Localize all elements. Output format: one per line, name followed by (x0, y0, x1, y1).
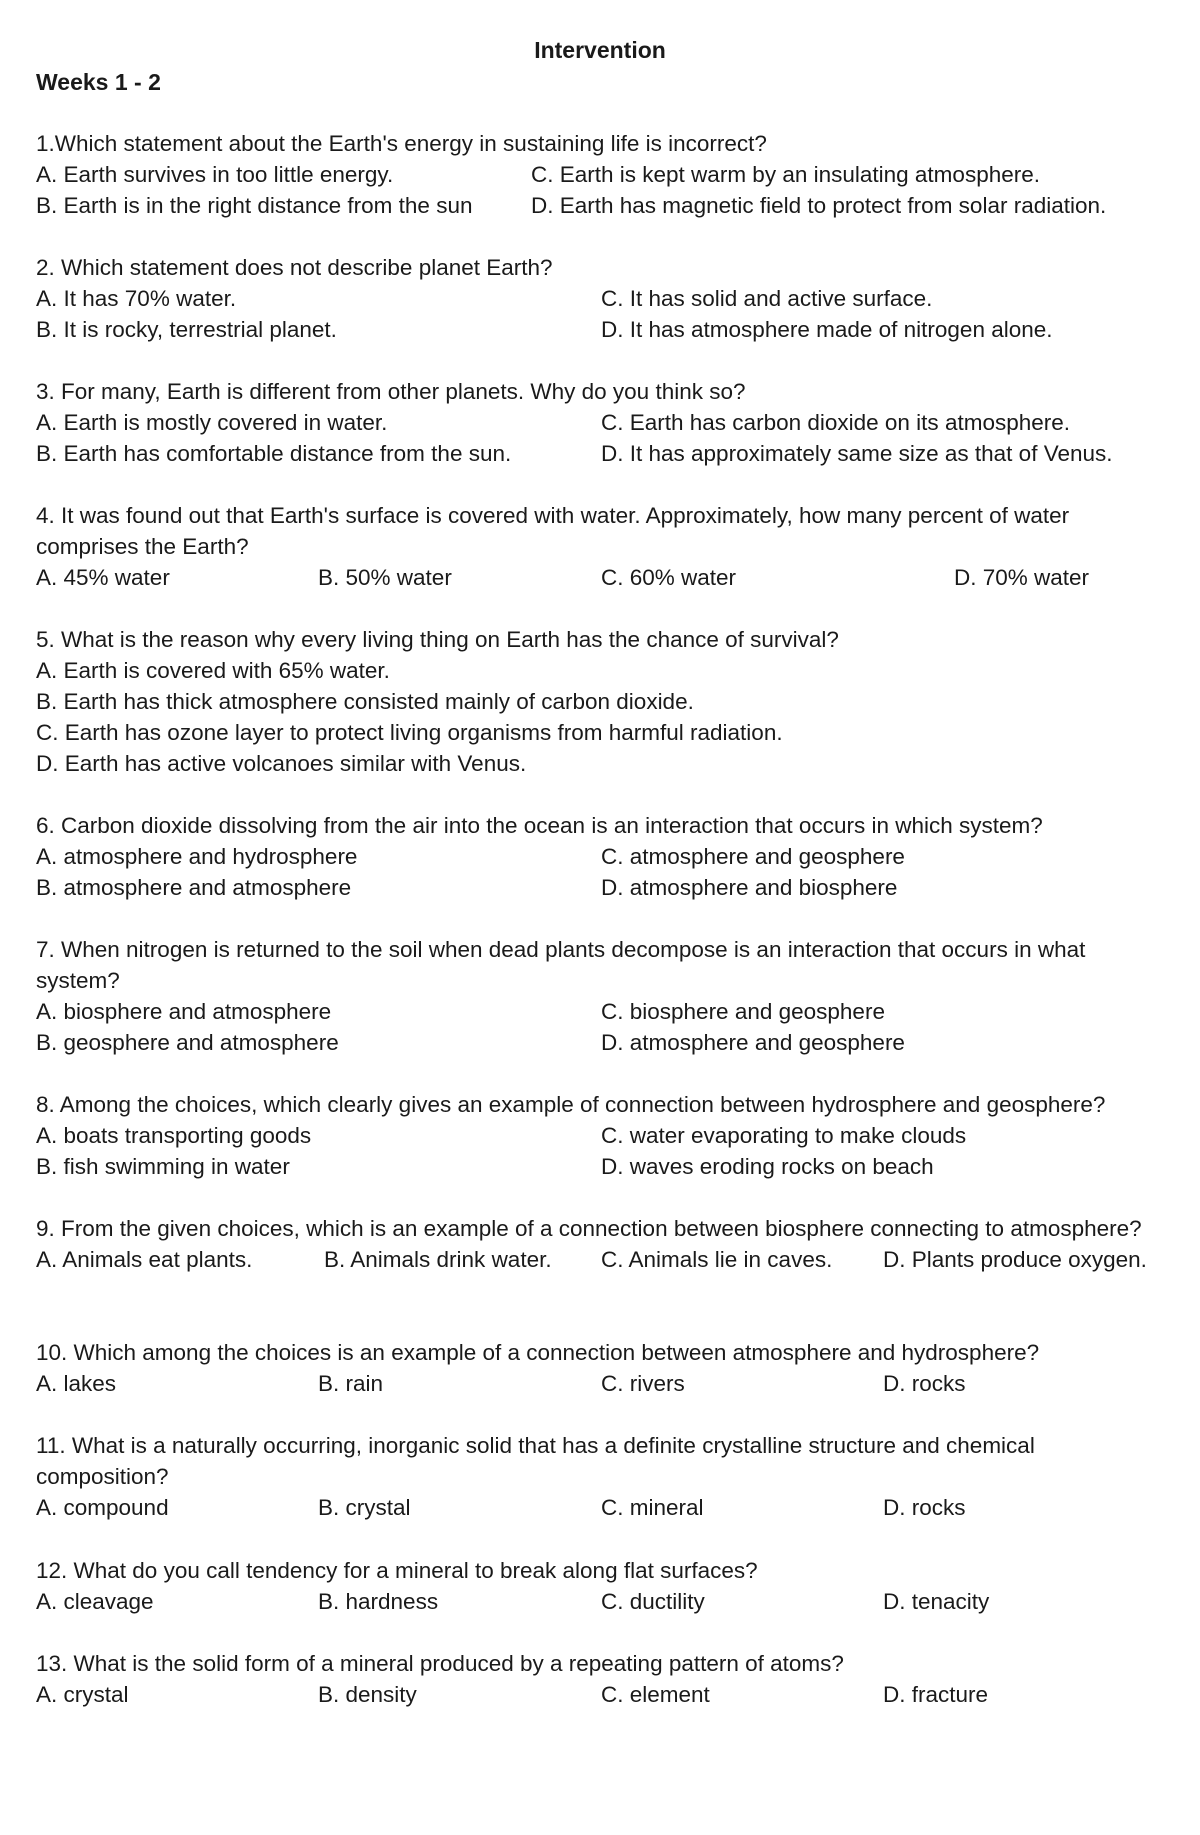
option-c: C. Animals lie in caves. (601, 1247, 833, 1272)
option-c: C. ductility (601, 1589, 705, 1614)
option-d: D. Earth has magnetic field to protect from solar radiation. (531, 193, 1107, 218)
option-row (36, 686, 1176, 717)
option-b: B. rain (318, 1371, 384, 1396)
question-8 (36, 1089, 1176, 1182)
option-a: A. atmosphere and hydrosphere (36, 844, 358, 869)
question-9 (36, 1213, 1176, 1275)
option-b: B. Earth is in the right distance from the sun (36, 193, 473, 218)
option-row (36, 1120, 1176, 1151)
option-c: C. Earth has carbon dioxide on its atmosphere. (601, 410, 1071, 435)
option-a: A. Earth is mostly covered in water. (36, 410, 388, 435)
option-b: B. Earth has comfortable distance from the sun. (36, 441, 512, 466)
option-row (36, 872, 1176, 903)
option-row (36, 841, 1176, 872)
option-b: B. Animals drink water. (324, 1247, 552, 1272)
option-a: A. boats transporting goods (36, 1123, 312, 1148)
question-stem: 10. Which among the choices is an example of a connection between atmosphere and hydrosphere? (36, 1340, 1040, 1365)
question-11 (36, 1430, 1176, 1523)
option-row (36, 717, 1176, 748)
option-b: B. hardness (318, 1589, 439, 1614)
option-row (36, 1027, 1176, 1058)
option-d: D. 70% water (954, 565, 1090, 590)
question-13 (36, 1648, 1176, 1710)
option-row (36, 562, 1176, 593)
option-c: C. Earth is kept warm by an insulating atmosphere. (531, 162, 1040, 187)
option-d: D. rocks (883, 1495, 966, 1520)
option-row (36, 1586, 1176, 1617)
option-c: C. water evaporating to make clouds (601, 1123, 967, 1148)
option-c: C. biosphere and geosphere (601, 999, 885, 1024)
option-a: A. compound (36, 1495, 169, 1520)
option-row (36, 655, 1176, 686)
option-row (36, 438, 1176, 469)
option-d: D. atmosphere and biosphere (601, 875, 898, 900)
option-a: A. 45% water (36, 565, 170, 590)
option-row (36, 314, 1176, 345)
option-b: B. atmosphere and atmosphere (36, 875, 352, 900)
option-row (36, 1244, 1176, 1275)
question-1 (36, 128, 1176, 221)
option-a: A. lakes (36, 1371, 117, 1396)
question-stem: 4. It was found out that Earth's surface is covered with water. Approximately, how many percent of water comprises the Earth? (36, 503, 1070, 559)
question-12 (36, 1555, 1176, 1617)
question-10 (36, 1337, 1176, 1399)
question-5 (36, 624, 1176, 779)
option-d: D. rocks (883, 1371, 966, 1396)
option-row (36, 1368, 1176, 1399)
option-d: D. fracture (883, 1682, 989, 1707)
option-b: B. 50% water (318, 565, 452, 590)
option-c: C. atmosphere and geosphere (601, 844, 905, 869)
option-row (36, 159, 1176, 190)
option-row (36, 996, 1176, 1027)
option-b: B. Earth has thick atmosphere consisted mainly of carbon dioxide. (36, 689, 694, 714)
page-subtitle: Weeks 1 - 2 (36, 69, 161, 95)
option-a: A. crystal (36, 1682, 129, 1707)
question-stem: 3. For many, Earth is different from other planets. Why do you think so? (36, 379, 746, 404)
option-d: D. waves eroding rocks on beach (601, 1154, 934, 1179)
option-a: A. Earth survives in too little energy. (36, 162, 394, 187)
option-row (36, 748, 1176, 779)
option-a: A. It has 70% water. (36, 286, 237, 311)
option-a: A. Animals eat plants. (36, 1247, 253, 1272)
option-a: A. cleavage (36, 1589, 154, 1614)
option-row (36, 1492, 1176, 1523)
question-7 (36, 934, 1176, 1058)
option-row (36, 1679, 1176, 1710)
option-c: C. rivers (601, 1371, 685, 1396)
option-a: A. Earth is covered with 65% water. (36, 658, 390, 683)
question-stem: 9. From the given choices, which is an example of a connection between biosphere connecting to atmosphere? (36, 1216, 1142, 1241)
option-a: A. biosphere and atmosphere (36, 999, 332, 1024)
option-b: B. density (318, 1682, 417, 1707)
option-d: D. It has approximately same size as that of Venus. (601, 441, 1113, 466)
option-row (36, 190, 1176, 221)
option-c: C. Earth has ozone layer to protect living organisms from harmful radiation. (36, 720, 783, 745)
option-d: D. It has atmosphere made of nitrogen alone. (601, 317, 1053, 342)
question-stem: 12. What do you call tendency for a mineral to break along flat surfaces? (36, 1558, 758, 1583)
question-stem: 8. Among the choices, which clearly gives an example of connection between hydrosphere and geosphere? (36, 1092, 1106, 1117)
question-stem: 2. Which statement does not describe planet Earth? (36, 255, 553, 280)
option-row (36, 283, 1176, 314)
question-4 (36, 500, 1176, 593)
question-6 (36, 810, 1176, 903)
question-stem: 7. When nitrogen is returned to the soil when dead plants decompose is an interaction that occurs in what system? (36, 937, 1086, 993)
question-stem: 11. What is a naturally occurring, inorganic solid that has a definite crystalline structure and chemical composition? (36, 1433, 1035, 1489)
option-d: D. tenacity (883, 1589, 990, 1614)
option-b: B. geosphere and atmosphere (36, 1030, 339, 1055)
option-c: C. element (601, 1682, 710, 1707)
option-d: D. Earth has active volcanoes similar with Venus. (36, 751, 527, 776)
option-row (36, 1151, 1176, 1182)
page-title: Intervention (534, 37, 666, 63)
option-row (36, 407, 1176, 438)
question-stem: 1.Which statement about the Earth's energy in sustaining life is incorrect? (36, 131, 767, 156)
question-stem: 13. What is the solid form of a mineral produced by a repeating pattern of atoms? (36, 1651, 844, 1676)
option-c: C. 60% water (601, 565, 737, 590)
option-c: C. mineral (601, 1495, 704, 1520)
question-3 (36, 376, 1176, 469)
option-d: D. atmosphere and geosphere (601, 1030, 905, 1055)
question-2 (36, 252, 1176, 345)
option-b: B. It is rocky, terrestrial planet. (36, 317, 337, 342)
option-c: C. It has solid and active surface. (601, 286, 933, 311)
option-b: B. crystal (318, 1495, 411, 1520)
question-stem: 5. What is the reason why every living thing on Earth has the chance of survival? (36, 627, 839, 652)
option-b: B. fish swimming in water (36, 1154, 290, 1179)
option-d: D. Plants produce oxygen. (883, 1247, 1147, 1272)
question-stem: 6. Carbon dioxide dissolving from the air into the ocean is an interaction that occurs in which system? (36, 813, 1043, 838)
